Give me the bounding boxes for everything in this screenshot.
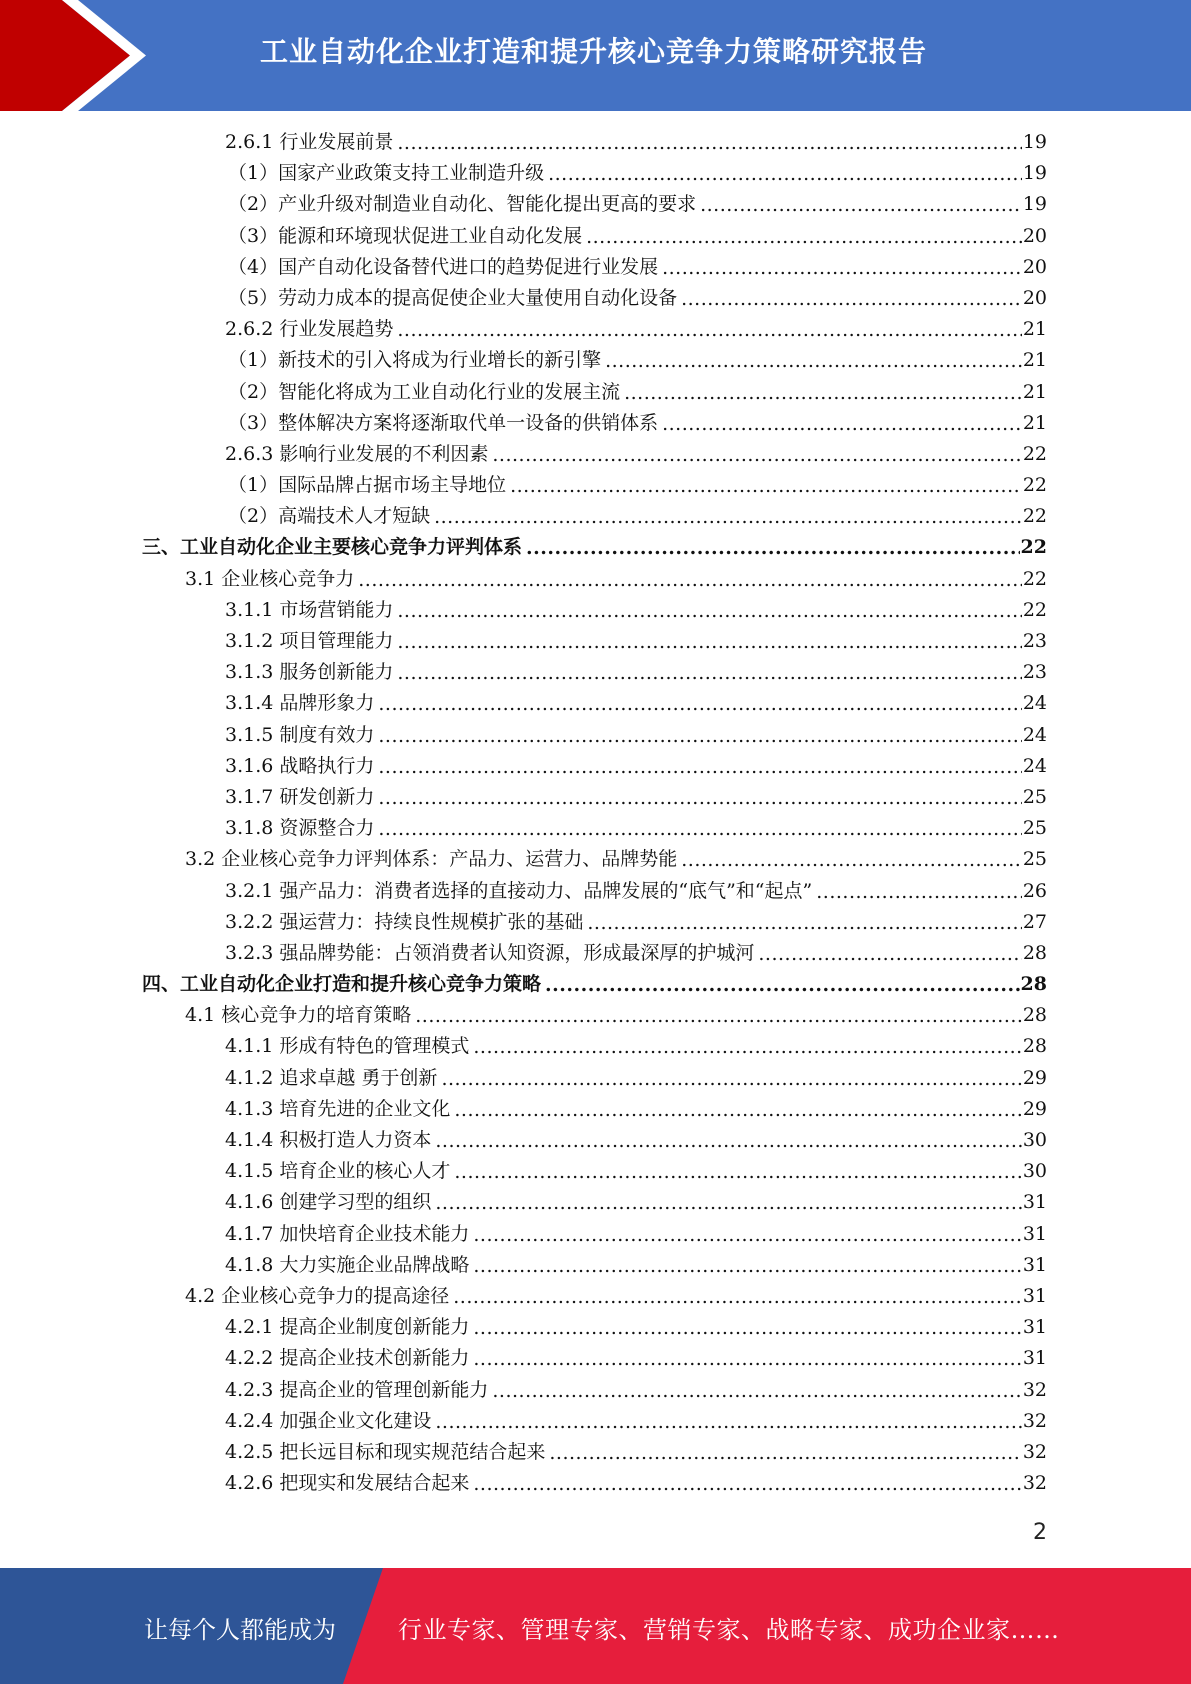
toc-entry-label: 4.2.2 提高企业技术创新能力	[225, 1347, 470, 1370]
toc-entry-label: 3.1.2 项目管理能力	[225, 630, 394, 652]
toc-entry-page: 29	[1022, 1097, 1047, 1120]
toc-entry-label: 3.2 企业核心竞争力评判体系：产品力、运营力、品牌势能	[185, 848, 678, 871]
toc-dot-leader	[700, 190, 1022, 221]
toc-dot-leader	[549, 1438, 1021, 1469]
toc-entry-page: 28	[1022, 1035, 1047, 1058]
toc-entry[interactable]	[0, 501, 1191, 532]
toc-dot-leader	[681, 845, 1022, 876]
toc-entry[interactable]	[0, 1063, 1191, 1094]
toc-entry-page: 31	[1022, 1347, 1047, 1370]
toc-entry[interactable]	[0, 439, 1191, 470]
toc-entry[interactable]	[0, 377, 1191, 408]
toc-entry-label: 3.1.7 研发创新力	[225, 785, 375, 808]
toc-entry-label: 4.1.1 形成有特色的管理模式	[225, 1035, 470, 1058]
toc-dot-leader	[441, 1064, 1021, 1095]
toc-entry-label: 4.1 核心竞争力的培育策略	[185, 1004, 412, 1027]
toc-dot-leader	[681, 284, 1022, 315]
toc-dot-leader	[526, 533, 1020, 564]
footer-slogan-right: 行业专家、管理专家、营销专家、战略专家、成功企业家……	[398, 1616, 1060, 1644]
toc-entry-page: 31	[1022, 1191, 1047, 1214]
toc-entry[interactable]	[0, 1281, 1191, 1312]
toc-entry-label: 3.2.3 强品牌势能：占领消费者认知资源，形成最深厚的护城河	[225, 941, 755, 964]
toc-dot-leader	[397, 658, 1021, 689]
toc-entry-page: 31	[1022, 1253, 1047, 1276]
toc-dot-leader	[473, 1251, 1021, 1282]
toc-entry-page: 21	[1022, 411, 1047, 434]
toc-entry-label: （3）能源和环境现状促进工业自动化发展	[228, 224, 583, 247]
toc-entry-page: 22	[1022, 505, 1047, 528]
toc-entry[interactable]	[0, 1343, 1191, 1374]
toc-entry-page: 21	[1022, 349, 1047, 372]
toc-entry-page: 25	[1022, 817, 1047, 840]
toc-entry-page: 25	[1022, 848, 1047, 871]
toc-entry[interactable]	[0, 876, 1191, 907]
toc-entry[interactable]	[0, 907, 1191, 938]
toc-entry-page: 22	[1022, 474, 1047, 497]
toc-entry-page: 29	[1022, 1066, 1047, 1089]
toc-entry-page: 31	[1022, 1284, 1047, 1307]
toc-entry-page: 31	[1022, 1316, 1047, 1339]
toc-entry-page: 24	[1022, 754, 1047, 777]
toc-entry-page: 20	[1022, 286, 1047, 309]
toc-entry-page: 24	[1022, 723, 1047, 746]
toc-entry-label: （4）国产自动化设备替代进口的趋势促进行业发展	[228, 255, 659, 278]
toc-dot-leader	[435, 1188, 1021, 1219]
toc-entry[interactable]	[0, 595, 1191, 626]
toc-entry-label: 四、工业自动化企业打造和提升核心竞争力策略	[142, 973, 542, 996]
toc-entry-label: 4.2.5 把长远目标和现实规范结合起来	[225, 1440, 546, 1463]
toc-dot-leader	[473, 1469, 1021, 1500]
toc-dot-leader	[473, 1032, 1021, 1063]
toc-entry-label: 3.2.1 强产品力：消费者选择的直接动力、品牌发展的“底气”和“起点”	[225, 879, 813, 902]
page-footer	[0, 1568, 1191, 1684]
toc-dot-leader	[397, 596, 1021, 627]
toc-entry-label: 3.1 企业核心竞争力	[185, 567, 355, 590]
toc-entry-label: 4.2 企业核心竞争力的提高途径	[185, 1284, 450, 1307]
toc-dot-leader	[510, 471, 1022, 502]
toc-entry-page: 19	[1022, 131, 1047, 153]
toc-entry-label: （3）整体解决方案将逐渐取代单一设备的供销体系	[228, 411, 659, 434]
toc-entry-label: 4.1.7 加快培育企业技术能力	[225, 1222, 470, 1245]
toc-dot-leader	[545, 970, 1020, 1001]
toc-entry-label: 3.1.1 市场营销能力	[225, 598, 394, 621]
toc-entry-page: 30	[1022, 1129, 1047, 1151]
toc-entry-label: （2）智能化将成为工业自动化行业的发展主流	[228, 380, 621, 403]
page-header	[0, 0, 1191, 111]
toc-entry-page: 32	[1022, 1378, 1047, 1401]
toc-entry-page: 23	[1022, 661, 1047, 684]
toc-entry[interactable]	[0, 782, 1191, 813]
toc-entry-label: 4.1.5 培育企业的核心人才	[225, 1160, 451, 1183]
toc-entry-label: 4.2.1 提高企业制度创新能力	[225, 1316, 470, 1339]
toc-entry-page: 20	[1022, 255, 1047, 278]
toc-entry-page: 22	[1020, 536, 1047, 559]
toc-entry-page: 23	[1022, 630, 1047, 652]
toc-entry-page: 28	[1022, 1004, 1047, 1027]
toc-entry-label: （5）劳动力成本的提高促使企业大量使用自动化设备	[228, 286, 678, 309]
toc-entry-page: 32	[1022, 1409, 1047, 1432]
toc-dot-leader	[624, 378, 1022, 409]
toc-entry[interactable]	[0, 221, 1191, 252]
toc-entry[interactable]	[0, 844, 1191, 875]
toc-entry-page: 22	[1022, 598, 1047, 621]
toc-entry[interactable]	[0, 1031, 1191, 1062]
toc-entry[interactable]	[0, 127, 1191, 158]
toc-entry-page: 28	[1022, 941, 1047, 964]
toc-entry[interactable]	[0, 564, 1191, 595]
toc-entry[interactable]	[0, 189, 1191, 220]
toc-entry-page: 21	[1022, 380, 1047, 403]
toc-dot-leader	[378, 783, 1021, 814]
toc-dot-leader	[548, 159, 1022, 190]
toc-entry-page: 32	[1022, 1472, 1047, 1495]
toc-entry-label: 4.1.4 积极打造人力资本	[225, 1129, 432, 1151]
toc-entry-page: 32	[1022, 1440, 1047, 1463]
toc-entry-label: 3.1.6 战略执行力	[225, 754, 375, 777]
toc-entry[interactable]	[0, 470, 1191, 501]
toc-entry[interactable]	[0, 938, 1191, 969]
toc-entry[interactable]	[0, 1125, 1191, 1156]
toc-entry-label: 2.6.3 影响行业发展的不利因素	[225, 442, 489, 465]
toc-entry[interactable]	[0, 626, 1191, 657]
toc-dot-leader	[397, 627, 1021, 658]
toc-entry[interactable]	[0, 532, 1191, 563]
toc-entry-page: 26	[1022, 879, 1047, 902]
toc-entry[interactable]	[0, 158, 1191, 189]
toc-entry-label: 4.1.2 追求卓越 勇于创新	[225, 1066, 438, 1089]
toc-entry[interactable]	[0, 345, 1191, 376]
toc-dot-leader	[453, 1282, 1022, 1313]
toc-entry-label: 3.1.5 制度有效力	[225, 723, 375, 746]
toc-dot-leader	[378, 752, 1021, 783]
toc-entry-label: 4.2.3 提高企业的管理创新能力	[225, 1378, 489, 1401]
toc-dot-leader	[378, 721, 1021, 752]
toc-entry-label: 4.1.6 创建学习型的组织	[225, 1191, 432, 1214]
toc-dot-leader	[758, 939, 1021, 970]
toc-dot-leader	[662, 253, 1022, 284]
toc-entry[interactable]	[0, 314, 1191, 345]
toc-entry-page: 19	[1022, 193, 1047, 216]
toc-entry-page: 22	[1022, 567, 1047, 590]
toc-entry-label: （2）高端技术人才短缺	[228, 505, 431, 528]
toc-entry-page: 31	[1022, 1222, 1047, 1245]
toc-entry-label: 3.2.2 强运营力：持续良性规模扩张的基础	[225, 910, 584, 933]
toc-entry[interactable]	[0, 1219, 1191, 1250]
toc-dot-leader	[454, 1157, 1021, 1188]
toc-entry[interactable]	[0, 1406, 1191, 1437]
toc-entry[interactable]	[0, 1468, 1191, 1499]
toc-entry-page: 20	[1022, 224, 1047, 247]
toc-dot-leader	[473, 1344, 1021, 1375]
toc-dot-leader	[435, 1407, 1021, 1438]
toc-entry-page: 19	[1022, 162, 1047, 185]
toc-entry-label: 三、工业自动化企业主要核心竞争力评判体系	[142, 536, 523, 559]
toc-dot-leader	[435, 1126, 1021, 1157]
toc-entry-label: （1）新技术的引入将成为行业增长的新引擎	[228, 349, 602, 372]
toc-dot-leader	[454, 1095, 1021, 1126]
toc-entry[interactable]	[0, 408, 1191, 439]
toc-entry-label: 3.1.4 品牌形象力	[225, 692, 375, 715]
toc-entry-page: 27	[1022, 910, 1047, 933]
toc-entry-label: 4.2.4 加强企业文化建设	[225, 1409, 432, 1432]
toc-dot-leader	[492, 440, 1021, 471]
toc-entry[interactable]	[0, 1437, 1191, 1468]
toc-entry-label: 4.1.3 培育先进的企业文化	[225, 1097, 451, 1120]
table-of-contents	[0, 127, 1191, 1499]
toc-entry-page: 28	[1020, 973, 1047, 996]
toc-dot-leader	[816, 877, 1022, 908]
toc-dot-leader	[586, 222, 1022, 253]
page-number: 2	[1033, 1520, 1047, 1545]
toc-dot-leader	[397, 315, 1021, 346]
toc-entry-page: 21	[1022, 318, 1047, 341]
toc-entry-label: 4.1.8 大力实施企业品牌战略	[225, 1253, 470, 1276]
toc-entry-page: 22	[1022, 442, 1047, 465]
report-title: 工业自动化企业打造和提升核心竞争力策略研究报告	[260, 35, 928, 68]
toc-entry[interactable]	[0, 813, 1191, 844]
toc-entry-label: 3.1.3 服务创新能力	[225, 661, 394, 684]
toc-entry[interactable]	[0, 720, 1191, 751]
header-arrow-decoration	[0, 0, 160, 111]
toc-dot-leader	[662, 409, 1022, 440]
toc-dot-leader	[358, 565, 1022, 596]
toc-dot-leader	[378, 689, 1021, 720]
toc-entry-page: 30	[1022, 1160, 1047, 1183]
toc-entry-label: （2）产业升级对制造业自动化、智能化提出更高的要求	[228, 193, 697, 216]
toc-entry[interactable]	[0, 283, 1191, 314]
toc-dot-leader	[415, 1001, 1022, 1032]
toc-dot-leader	[492, 1376, 1021, 1407]
toc-entry-label: （1）国际品牌占据市场主导地位	[228, 474, 507, 497]
toc-dot-leader	[605, 346, 1022, 377]
toc-entry-label: 2.6.1 行业发展前景	[225, 131, 394, 153]
toc-entry[interactable]	[0, 1312, 1191, 1343]
toc-entry-page: 25	[1022, 785, 1047, 808]
toc-entry[interactable]	[0, 252, 1191, 283]
toc-entry[interactable]	[0, 688, 1191, 719]
toc-dot-leader	[587, 908, 1021, 939]
footer-slogan-left: 让每个人都能成为	[144, 1616, 336, 1644]
toc-dot-leader	[473, 1220, 1021, 1251]
toc-entry-label: 4.2.6 把现实和发展结合起来	[225, 1472, 470, 1495]
toc-entry[interactable]	[0, 1094, 1191, 1125]
toc-entry[interactable]	[0, 1250, 1191, 1281]
toc-dot-leader	[473, 1313, 1021, 1344]
toc-entry[interactable]	[0, 1000, 1191, 1031]
toc-entry[interactable]	[0, 751, 1191, 782]
toc-dot-leader	[434, 502, 1022, 533]
toc-entry-label: （1）国家产业政策支持工业制造升级	[228, 162, 545, 185]
toc-entry[interactable]	[0, 969, 1191, 1000]
toc-entry-page: 24	[1022, 692, 1047, 715]
toc-entry[interactable]	[0, 1375, 1191, 1406]
toc-dot-leader	[378, 814, 1021, 845]
toc-entry-label: 2.6.2 行业发展趋势	[225, 318, 394, 341]
toc-entry[interactable]	[0, 657, 1191, 688]
toc-dot-leader	[397, 128, 1021, 159]
toc-entry[interactable]	[0, 1156, 1191, 1187]
toc-entry-label: 3.1.8 资源整合力	[225, 817, 375, 840]
toc-entry[interactable]	[0, 1187, 1191, 1218]
